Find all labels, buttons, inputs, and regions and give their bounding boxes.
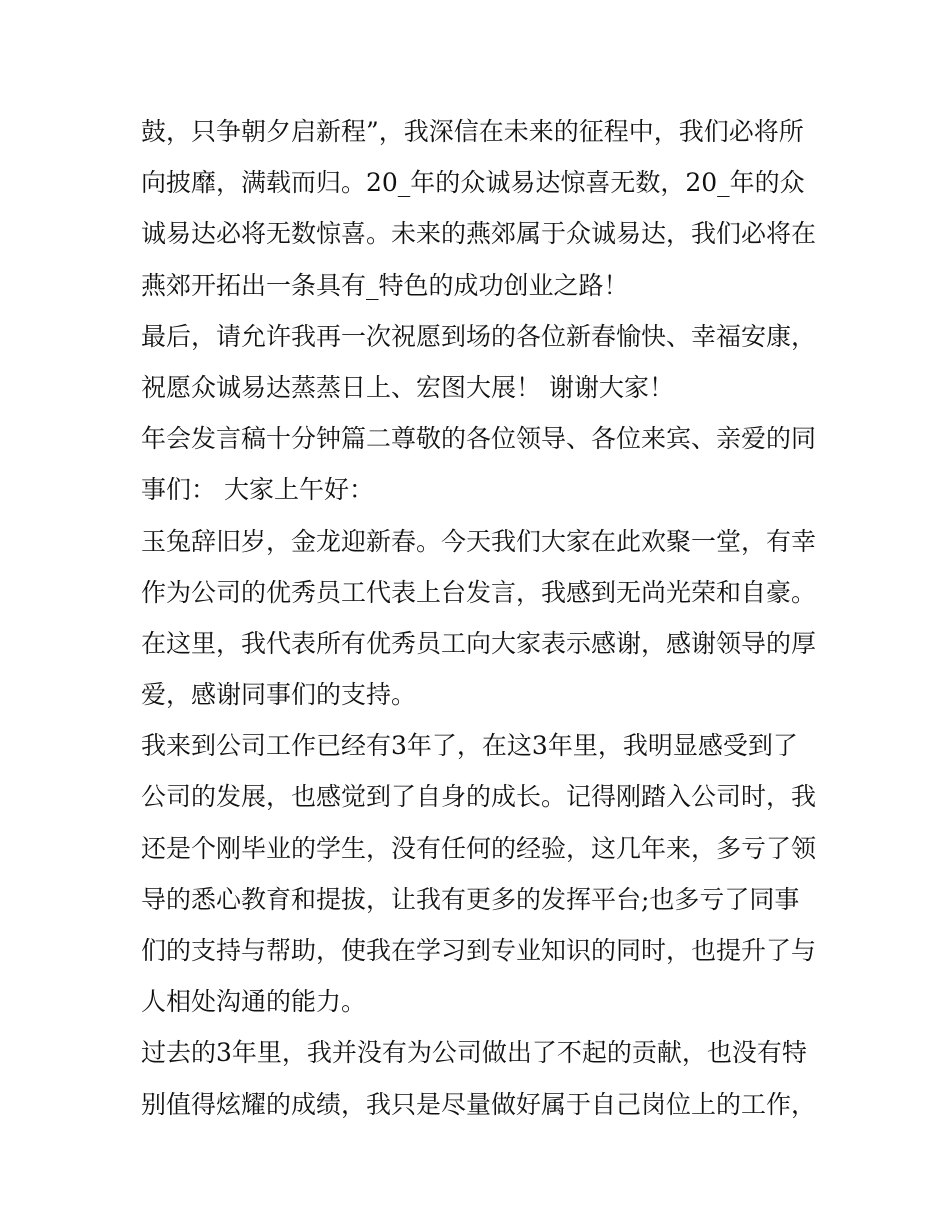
text-line: 最后，请允许我再一次祝愿到场的各位新春愉快、幸福安康， <box>141 321 817 351</box>
text-line: 我来到公司工作已经有3年了，在这3年里，我明显感受到了 <box>141 731 798 761</box>
text-line: 导的悉心教育和提拔，让我有更多的发挥平台;也多亏了同事 <box>141 884 800 914</box>
text-line: 玉兔辞旧岁，金龙迎新春。今天我们大家在此欢聚一堂，有幸 <box>141 526 817 556</box>
document-body <box>141 106 821 1130</box>
text-line: 作为公司的优秀员工代表上台发言，我感到无尚光荣和自豪。 <box>141 577 817 607</box>
text-line: 祝愿众诚易达蒸蒸日上、宏图大展！ 谢谢大家！ <box>141 372 674 402</box>
text-line: 爱，感谢同事们的支持。 <box>141 680 417 710</box>
text-line: 诚易达必将无数惊喜。未来的燕郊属于众诚易达，我们必将在 <box>141 219 817 249</box>
text-line: 在这里，我代表所有优秀员工向大家表示感谢，感谢领导的厚 <box>141 628 817 658</box>
text-line: 们的支持与帮助，使我在学习到专业知识的同时，也提升了与 <box>141 936 817 965</box>
text-line: 别值得炫耀的成绩，我只是尽量做好属于自己岗位上的工作， <box>141 1089 817 1119</box>
text-line: 过去的3年里，我并没有为公司做出了不起的贡献，也没有特 <box>141 1038 807 1068</box>
text-line: 公司的发展，也感觉到了自身的成长。记得刚踏入公司时，我 <box>141 782 817 812</box>
text-line: 向披靡，满载而归。20_年的众诚易达惊喜无数，20_年的众 <box>141 168 805 198</box>
text-line: 事们： 大家上午好： <box>141 475 374 505</box>
text-line: 年会发言稿十分钟篇二尊敬的各位领导、各位来宾、亲爱的同 <box>141 424 817 454</box>
text-line: 人相处沟通的能力。 <box>141 987 367 1017</box>
text-line: 鼓，只争朝夕启新程”，我深信在未来的征程中，我们必将所 <box>141 117 804 146</box>
text-line: 燕郊开拓出一条具有_特色的成功创业之路！ <box>141 270 629 300</box>
text-line: 还是个刚毕业的学生，没有任何的经验，这几年来，多亏了领 <box>141 833 817 863</box>
